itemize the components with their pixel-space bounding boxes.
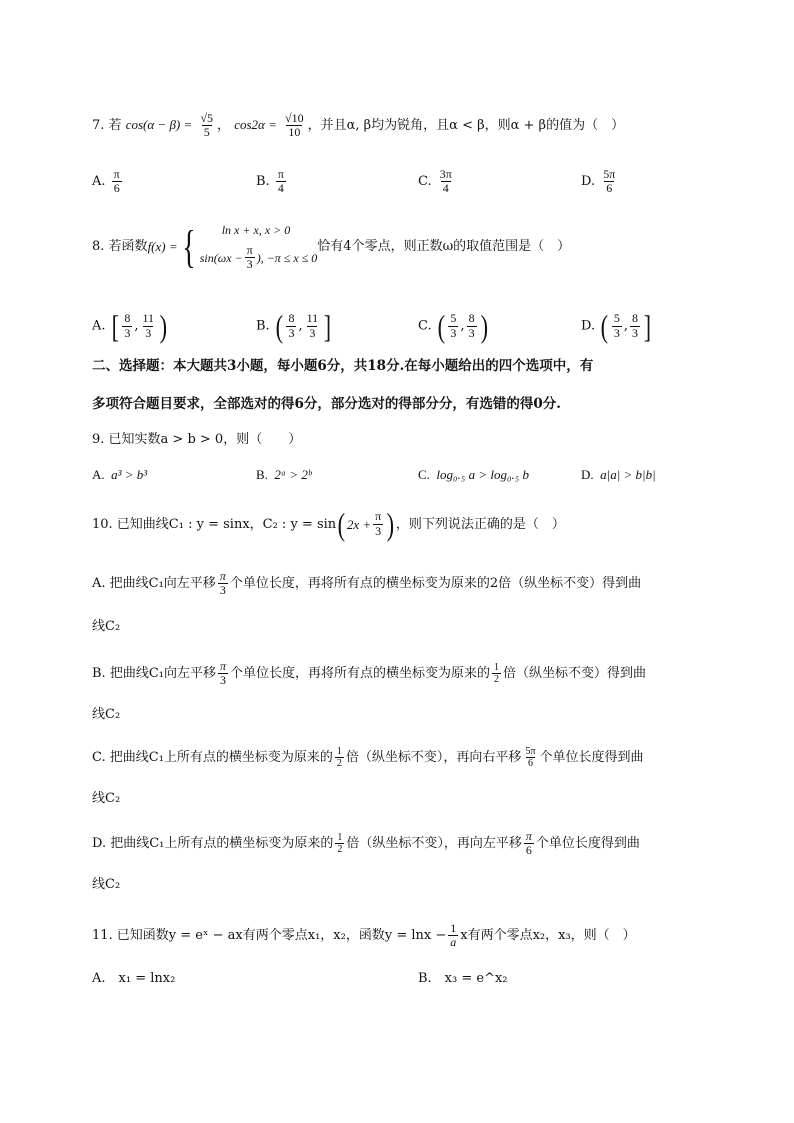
q10-pre: 10. 已知曲线C₁ : y = sinx，C₂ : y = sin [92, 516, 337, 532]
q8-option-b-rden: 3 [309, 325, 316, 340]
q8-case2-b: ), −π ≤ x ≤ 0 [256, 250, 318, 265]
q7-option-a-num: π [113, 167, 120, 181]
q10-option-a-num: π [219, 569, 226, 583]
q10-close-paren: ) [386, 506, 395, 542]
q10-option-b[interactable] [92, 660, 646, 687]
q9-stem: 9. 已知实数a > b > 0，则（ ） [92, 432, 302, 447]
q8-option-c-rden: 3 [468, 325, 475, 340]
q8-number: 8. [92, 239, 105, 255]
q7-option-a-label: A. [92, 174, 106, 190]
q10-option-c[interactable] [92, 746, 644, 769]
q8-option-d-label: D. [581, 318, 596, 334]
q10-post: ，则下列说法正确的是（ ） [395, 516, 565, 532]
q7-eq1: cos(α − β) = [125, 117, 193, 133]
q10-option-b-den2: 2 [494, 674, 500, 686]
q9-option-d[interactable] [581, 468, 656, 481]
q7-frac2-den: 10 [288, 125, 301, 140]
q7-option-c-label: C. [418, 174, 432, 190]
q8-option-c-right [467, 312, 477, 339]
q7-option-b[interactable] [256, 168, 288, 195]
q10-option-b-text3: 倍（纵坐标不变）得到曲 [503, 666, 647, 682]
q8-option-a-close: ) [159, 308, 168, 344]
q11-option-b[interactable]: B. x₃ = e^x₂ [418, 971, 508, 986]
q8-case1: ln x + x, x > 0 [221, 223, 291, 237]
q10-option-c-text2: 倍（纵坐标不变），再向右平移 [345, 750, 522, 765]
q7-option-c-num: 3π [439, 167, 452, 181]
q8-option-b-label: B. [256, 318, 270, 334]
q8-option-b-close: ] [323, 308, 332, 344]
q10-option-b-text1: B. 把曲线C₁向左平移 [92, 666, 216, 682]
q8-option-b-left [286, 312, 296, 339]
q8-option-d-left [612, 312, 622, 339]
q8-option-d-lnum: 5 [613, 311, 620, 326]
q10-option-c-text3: 个单位长度得到曲 [539, 750, 644, 765]
q10-option-b-num: π [219, 659, 226, 673]
q10-option-d[interactable] [92, 830, 640, 857]
q10-option-c-cont: 线C₂ [92, 791, 121, 806]
q9-option-b-label: B. [256, 467, 268, 482]
q7-option-b-frac [276, 168, 286, 195]
q10-option-b-frac2 [492, 662, 501, 685]
q7-option-b-den: 4 [277, 181, 284, 196]
q8-option-b-lden: 3 [288, 325, 295, 340]
q10-option-c-num2: 5π [525, 746, 536, 757]
q7-sep: ， [217, 118, 231, 134]
q10-option-a-den: 3 [219, 583, 226, 598]
q8-option-a-right [140, 312, 156, 339]
section2-heading-line2: 多项符合题目要求，全部选对的得6分，部分选对的得部分分，有选错的得0分. [92, 396, 561, 412]
q8-option-b[interactable]: B. ( $\frac{8}{3}$ , $\frac{11}{3}$ ] [256, 308, 332, 344]
q9-option-b[interactable] [256, 468, 311, 481]
q7-stem [92, 112, 624, 139]
q8-case2-num: π [246, 243, 253, 257]
q7-option-d-label: D. [581, 174, 596, 190]
q8-case2-a: sin(ωx − [199, 250, 243, 265]
q10-option-a-text1: A. 把曲线C₁向左平移 [92, 576, 216, 592]
q7-frac1 [198, 112, 215, 139]
q10-option-b-frac [218, 660, 228, 687]
q8-option-c-lnum: 5 [450, 311, 457, 326]
q10-frac [373, 510, 383, 537]
q10-frac-num: π [375, 509, 382, 524]
q9-option-d-label: D. [581, 467, 594, 482]
q7-frac1-num: √5 [200, 111, 214, 125]
q7-option-d[interactable] [581, 168, 619, 195]
q10-option-c-num: 1 [336, 746, 342, 757]
q8-option-a-open: [ [111, 308, 119, 344]
q8-post: 恰有4个零点，则正数ω的取值范围是（ ） [317, 239, 571, 255]
q10-option-d-cont: 线C₂ [92, 877, 121, 892]
q10-option-b-cont: 线C₂ [92, 707, 121, 722]
q10-option-d-num: 1 [337, 832, 343, 844]
q8-piecewise [200, 222, 318, 271]
q10-option-d-frac2 [524, 830, 534, 857]
q10-option-d-den2: 6 [525, 843, 532, 858]
q10-option-a-text2: 个单位长度，再将所有点的横坐标变为原来的2倍（纵坐标不变）得到曲 [229, 576, 642, 592]
q8-option-d-rnum: 8 [632, 311, 639, 326]
section2-heading-line1: 二、选择题：本大题共3小题，每小题6分，共18分.在每小题给出的四个选项中，有 [92, 358, 594, 374]
q10-option-d-frac [335, 832, 344, 855]
q8-option-c-left [448, 312, 458, 339]
q7-option-d-frac [601, 168, 617, 195]
q8-option-d-close: ] [643, 308, 652, 344]
q10-option-b-text2: 个单位长度，再将所有点的横坐标变为原来的 [230, 666, 491, 682]
q8-option-d-rden: 3 [632, 325, 639, 340]
q10-option-d-text3: 个单位长度得到曲 [535, 836, 640, 852]
q8-option-c-lden: 3 [450, 325, 457, 340]
q10-option-c-den2: 6 [527, 758, 533, 769]
q11-pre: 11. 已知函数y = eˣ − ax有两个零点x₁，x₂，函数y = lnx − [92, 928, 447, 944]
q10-option-d-num2: π [525, 829, 532, 843]
q10-option-d-text2: 倍（纵坐标不变），再向左平移 [346, 836, 522, 852]
q8-option-a[interactable]: A. [ $\frac{8}{3}$ , $\frac{11}{3}$ ) [92, 308, 168, 344]
q11-stem [92, 922, 636, 949]
q8-option-c[interactable]: C. ( $\frac{5}{3}$ , $\frac{8}{3}$ ) [418, 308, 488, 344]
q9-option-c-text: log₀.₅ a > log₀.₅ b [436, 467, 529, 482]
q7-number: 7. [92, 118, 105, 134]
q8-brace: { [182, 220, 196, 272]
q8-fx: f(x) = [147, 239, 178, 255]
q10-option-c-frac [335, 746, 344, 769]
q11-frac [448, 922, 458, 949]
q10-stem [92, 508, 565, 540]
q8-option-d-open: ( [600, 308, 609, 344]
q8-option-d-right [630, 312, 640, 339]
q8-option-c-close: ) [480, 308, 488, 344]
q10-open-paren: ( [337, 506, 346, 542]
q9-option-c-label: C. [418, 467, 430, 482]
q7-frac2-num: √10 [285, 111, 304, 125]
q8-option-a-rnum: 11 [142, 311, 155, 326]
q11-option-a[interactable]: A. x₁ = lnx₂ [92, 971, 176, 986]
q8-stem [92, 222, 570, 271]
q8-option-d[interactable]: D. ( $\frac{5}{3}$ , $\frac{8}{3}$ ] [581, 308, 652, 344]
q7-option-a-den: 6 [113, 181, 120, 196]
q7-frac2 [283, 112, 306, 139]
q11-post: x有两个零点x₂，x₃，则（ ） [460, 928, 636, 944]
q10-option-b-den: 3 [219, 673, 226, 688]
q8-case2 [200, 244, 318, 271]
q8-option-b-lnum: 8 [288, 311, 295, 326]
q9-option-b-text: 2ᵃ > 2ᵇ [274, 467, 312, 482]
q7-option-c-den: 4 [442, 181, 449, 196]
q7-pre: 若 [108, 118, 122, 134]
q8-option-c-label: C. [418, 318, 432, 334]
q8-option-a-left [122, 312, 132, 339]
q10-option-b-num2: 1 [494, 662, 500, 674]
q7-mid: ，并且α, β均为锐角，且α < β，则α + β的值为（ ） [307, 118, 625, 134]
q7-eq2: cos2α = [234, 117, 277, 133]
q7-option-d-num: 5π [603, 167, 616, 181]
q9-option-a[interactable] [92, 468, 147, 481]
q10-option-c-text1: C. 把曲线C₁上所有点的横坐标变为原来的 [92, 750, 333, 765]
q10-option-a-cont: 线C₂ [92, 619, 121, 634]
q10-option-c-den: 2 [336, 758, 342, 769]
q8-option-a-lden: 3 [124, 325, 131, 340]
q10-arg: 2x + [346, 516, 372, 532]
q9-option-c[interactable] [418, 468, 529, 481]
q8-option-b-rnum: 11 [306, 311, 319, 326]
q8-option-a-rden: 3 [145, 325, 152, 340]
q10-option-d-text1: D. 把曲线C₁上所有点的横坐标变为原来的 [92, 836, 334, 852]
q7-option-a-frac [112, 168, 122, 195]
q9-option-a-label: A. [92, 467, 105, 482]
q10-frac-den: 3 [375, 523, 382, 538]
q8-case2-den: 3 [246, 257, 253, 272]
q7-option-d-den: 6 [606, 181, 613, 196]
q8-option-c-rnum: 8 [468, 311, 475, 326]
q7-option-c-frac [438, 168, 454, 195]
q10-option-d-den: 2 [337, 844, 343, 856]
q8-option-d-lden: 3 [613, 325, 620, 340]
q8-option-b-open: ( [275, 308, 283, 344]
q9-option-d-text: a|a| > b|b| [600, 467, 656, 482]
q7-frac1-den: 5 [203, 125, 210, 140]
q11-frac-den: a [450, 935, 457, 950]
q8-case2-frac [245, 244, 255, 271]
q8-option-c-open: ( [437, 308, 445, 344]
q7-option-b-num: π [277, 167, 284, 181]
q11-frac-num: 1 [450, 921, 457, 935]
q8-option-b-right [305, 312, 321, 339]
q7-option-c[interactable] [418, 168, 456, 195]
q9-option-a-text: a³ > b³ [111, 467, 148, 482]
q10-option-a[interactable] [92, 570, 641, 597]
q10-option-a-frac [218, 570, 228, 597]
q10-option-c-frac2 [523, 746, 537, 769]
q8-pre: 若函数 [108, 239, 148, 255]
q8-option-a-lnum: 8 [124, 311, 131, 326]
q7-option-b-label: B. [256, 174, 270, 190]
q8-option-a-label: A. [92, 318, 106, 334]
q7-option-a[interactable] [92, 168, 124, 195]
